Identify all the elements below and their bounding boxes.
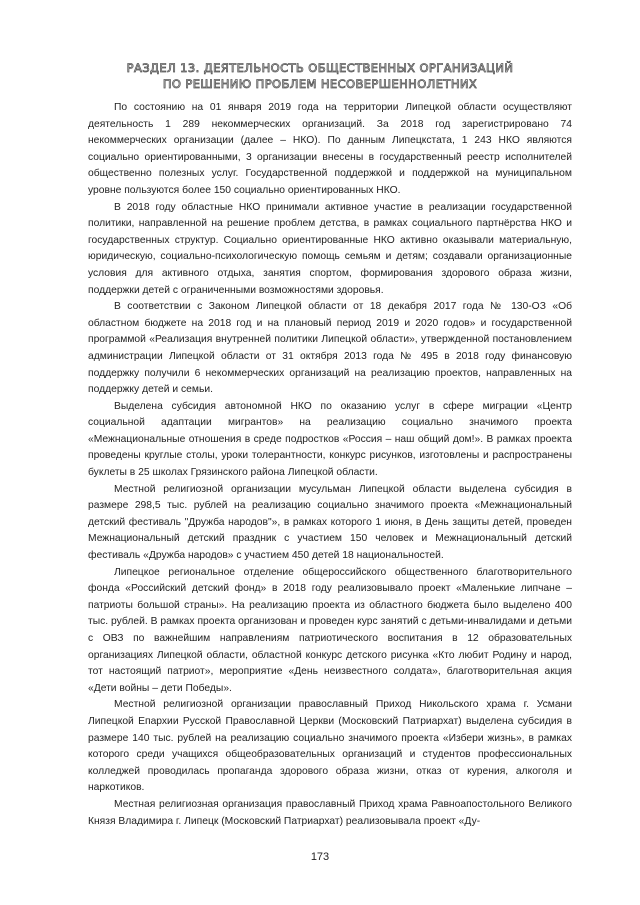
paragraph: По состоянию на 01 января 2019 года на территории Липецкой области осуществляют деятельность 1 289 некоммерческих организаций. За 2018 год зарегистрировано 74 некоммерческих организации (далее – НКО). По данным Липецкстата, 1 243 НКО являются социально ориентированными, 3 организации внесены в государственный реестр исполнителей общественно полезных услуг. Государственной поддержкой и поддержкой на муниципальном уровне пользуются более 150 социально ориентированных НКО.	[88, 102, 572, 196]
paragraph: В соответствии с Законом Липецкой области от 18 декабря 2017 года № 130-ОЗ «Об областном бюджете на 2018 год и на плановый период 2019 и 2020 годов» и государственной программой «Реализация внутренней политики Липецкой области», утвержденной постановлением администрации Липецкой области от 31 октября 2013 года № 495 в 2018 году финансовую поддержку получили 6 некоммерческих организаций на реализацию проектов, направленных на поддержку детей и семьи.	[88, 301, 572, 396]
body-text	[88, 100, 572, 830]
paragraph: Местной религиозной организации православный Приход Никольского храма г. Усмани Липецкой Епархии Русской Православной Церкви (Московский Патриархат) выделена субсидия в размере 140 тыс. рублей на реализацию социально значимого проекта «Избери жизнь», в рамках которого среди учащихся общеобразовательных организаций и студентов профессиональных колледжей проводилась пропаганда здорового образа жизни, отказ от курения, алкоголя и наркотиков.	[88, 699, 572, 794]
section-heading	[90, 60, 550, 92]
section-heading-line-1: РАЗДЕЛ 13. ДЕЯТЕЛЬНОСТЬ ОБЩЕСТВЕННЫХ ОРГАНИЗАЦИЙ	[126, 61, 514, 75]
paragraph: В 2018 году областные НКО принимали активное участие в реализации государственной политики, направленной на решение проблем детства, в рамках социального партнёрства НКО и государственных структур. Социально ориентированные НКО активно оказывали материальную, юридическую, социально-психологическую помощь семьям и детям; создавали организационные условия для активного отдыха, занятия спортом, формирования здорового образа жизни, поддержки детей с ограниченными возможностями здоровья.	[88, 201, 572, 296]
paragraph: Выделена субсидия автономной НКО по оказанию услуг в сфере миграции «Центр социальной адаптации мигрантов» на реализацию социально значимого проекта «Межнациональные отношения в среде подростков «Россия – наш общий дом!». В рамках проекта проведены круглые столы, уроки толерантности, конкурс рисунков, изготовлены и распространены буклеты в 25 школах Грязинского района Липецкой области.	[88, 400, 572, 479]
paragraph: Местная религиозная организация православный Приход храма Равноапостольного Великого Князя Владимира г. Липецк (Московский Патриархат) реализовывала проект «Ду-	[88, 798, 572, 827]
page-number: 173	[310, 851, 330, 863]
section-heading-line-2: ПО РЕШЕНИЮ ПРОБЛЕМ НЕСОВЕРШЕННОЛЕТНИХ	[162, 77, 478, 91]
paragraph: Местной религиозной организации мусульман Липецкой области выделена субсидия в размере 298,5 тыс. рублей на реализацию социально значимого проекта «Межнациональный детский фестиваль "Дружба народов"», в рамках которого 1 июня, в День защиты детей, проведен Межнациональный детский праздник с участием 150 человек и Межнациональный детский фестиваль «Дружба народов» с участием 450 детей 18 национальностей.	[88, 483, 572, 562]
paragraph: Липецкое региональное отделение общероссийского общественного благотворительного фонда «Российский детский фонд» в 2018 году реализовывало проект «Маленькие липчане – патриоты большой страны». На реализацию проекта из областного бюджета было выделено 400 тыс. рублей. В рамках проекта организован и проведен курс занятий с детьми-инвалидами и детьми с ОВЗ по важнейшим направлениям патриотического воспитания в 12 образовательных организациях Липецкой области, областной конкурс детского рисунка «Кто любит Родину и народ, тот настоящий патриот», мероприятие «День неизвестного солдата», благотворительная акция «Дети войны – дети Победы».	[88, 566, 572, 694]
